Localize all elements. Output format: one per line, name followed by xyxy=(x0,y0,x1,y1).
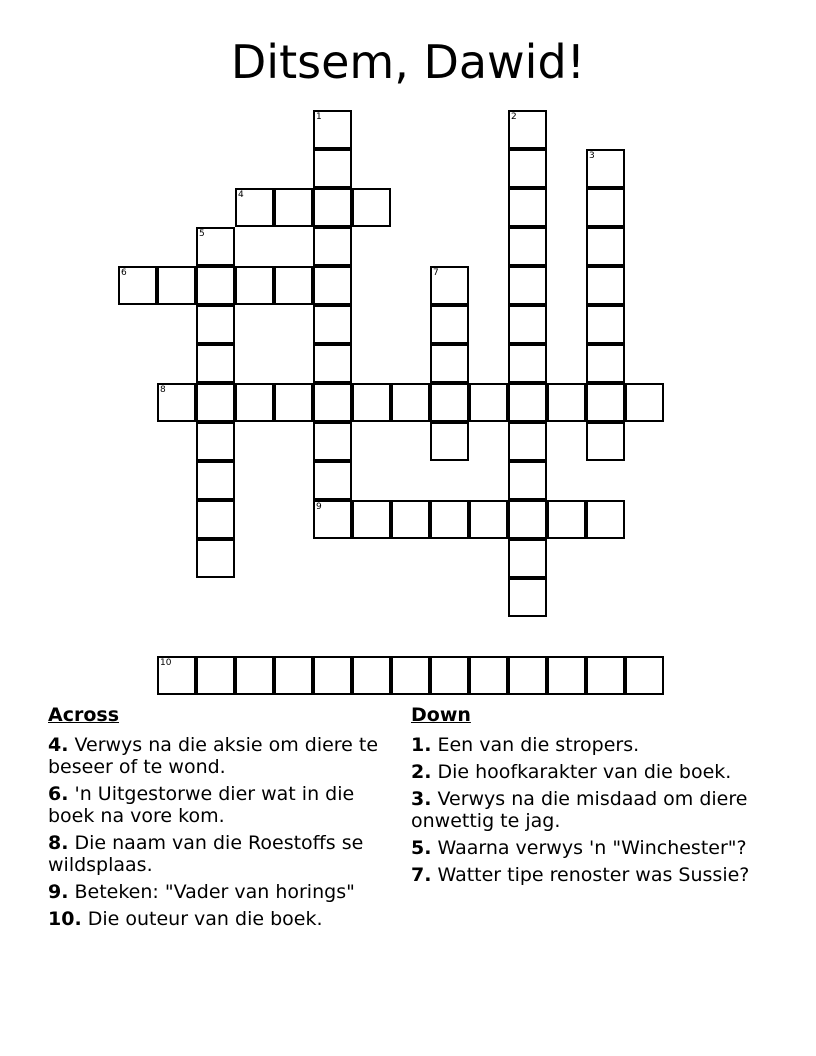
clue-number: 7 xyxy=(433,268,439,278)
grid-cell[interactable] xyxy=(196,422,235,461)
clue-text: Verwys na die misdaad om diere onwettig te jag. xyxy=(411,788,748,832)
clue-text: 'n Uitgestorwe dier wat in die boek na vore kom. xyxy=(48,783,355,827)
clue-number: 2 xyxy=(511,112,517,122)
grid-cell[interactable] xyxy=(157,383,196,422)
grid-cell[interactable] xyxy=(586,500,625,539)
grid-cell[interactable] xyxy=(430,383,469,422)
grid-cell[interactable] xyxy=(313,149,352,188)
across-clues xyxy=(48,702,388,935)
grid-cell[interactable] xyxy=(274,266,313,305)
grid-cell[interactable] xyxy=(508,188,547,227)
grid-cell[interactable] xyxy=(118,266,157,305)
clue-number-label: 3. xyxy=(411,788,432,810)
grid-cell[interactable] xyxy=(313,656,352,695)
clue-text: Die outeur van die boek. xyxy=(81,908,323,930)
grid-cell[interactable] xyxy=(313,500,352,539)
grid-cell[interactable] xyxy=(157,266,196,305)
clue-text: Watter tipe renoster was Sussie? xyxy=(431,864,750,886)
grid-cell[interactable] xyxy=(235,383,274,422)
puzzle-title: Ditsem, Dawid! xyxy=(230,35,586,89)
across-clue xyxy=(48,832,388,876)
grid-cell[interactable] xyxy=(508,578,547,617)
clue-text: Verwys na die aksie om diere te beseer of te wond. xyxy=(48,734,379,778)
grid-cell[interactable] xyxy=(547,656,586,695)
down-clues xyxy=(411,702,751,891)
down-clue-list xyxy=(411,734,751,886)
grid-cell[interactable] xyxy=(586,188,625,227)
grid-cell[interactable] xyxy=(352,500,391,539)
grid-cell[interactable] xyxy=(586,305,625,344)
down-clue xyxy=(411,761,751,783)
grid-cell[interactable] xyxy=(352,188,391,227)
grid-cell[interactable] xyxy=(469,500,508,539)
grid-cell[interactable] xyxy=(586,656,625,695)
grid-cell[interactable] xyxy=(430,266,469,305)
clue-number-label: 4. xyxy=(48,734,69,756)
grid-cell[interactable] xyxy=(196,539,235,578)
grid-cell[interactable] xyxy=(196,461,235,500)
grid-cell[interactable] xyxy=(352,383,391,422)
grid-cell[interactable] xyxy=(508,149,547,188)
grid-cell[interactable] xyxy=(391,383,430,422)
clue-number-label: 7. xyxy=(411,864,432,886)
grid-cell[interactable] xyxy=(508,383,547,422)
grid-cell[interactable] xyxy=(430,422,469,461)
clue-number-label: 8. xyxy=(48,832,69,854)
grid-cell[interactable] xyxy=(508,305,547,344)
clue-number: 9 xyxy=(316,502,322,512)
grid-cell[interactable] xyxy=(313,344,352,383)
clue-number: 10 xyxy=(160,658,172,668)
clue-number-label: 1. xyxy=(411,734,432,756)
clue-number-label: 2. xyxy=(411,761,432,783)
grid-cell[interactable] xyxy=(430,305,469,344)
grid-cell[interactable] xyxy=(625,383,664,422)
clue-text: Beteken: "Vader van horings" xyxy=(68,881,355,903)
grid-cell[interactable] xyxy=(196,344,235,383)
grid-cell[interactable] xyxy=(313,227,352,266)
grid-cell[interactable] xyxy=(508,344,547,383)
grid-cell[interactable] xyxy=(352,656,391,695)
grid-cell[interactable] xyxy=(508,461,547,500)
grid-cell[interactable] xyxy=(430,344,469,383)
grid-cell[interactable] xyxy=(313,266,352,305)
grid-cell[interactable] xyxy=(274,188,313,227)
grid-cell[interactable] xyxy=(157,656,196,695)
grid-cell[interactable] xyxy=(196,656,235,695)
grid-cell[interactable] xyxy=(196,500,235,539)
grid-cell[interactable] xyxy=(196,266,235,305)
clue-number-label: 6. xyxy=(48,783,69,805)
across-clue xyxy=(48,734,388,778)
grid-cell[interactable] xyxy=(313,188,352,227)
across-heading: Across xyxy=(48,704,120,726)
grid-cell[interactable] xyxy=(547,383,586,422)
clue-number: 8 xyxy=(160,385,166,395)
grid-cell[interactable] xyxy=(196,383,235,422)
clue-number-label: 9. xyxy=(48,881,69,903)
grid-cell[interactable] xyxy=(586,344,625,383)
grid-cell[interactable] xyxy=(508,422,547,461)
grid-cell[interactable] xyxy=(586,422,625,461)
clue-number: 1 xyxy=(316,112,322,122)
grid-cell[interactable] xyxy=(508,656,547,695)
grid-cell[interactable] xyxy=(313,305,352,344)
grid-cell[interactable] xyxy=(508,227,547,266)
clue-number: 3 xyxy=(589,151,595,161)
grid-cell[interactable] xyxy=(430,500,469,539)
grid-cell[interactable] xyxy=(391,500,430,539)
across-clue xyxy=(48,908,388,930)
grid-cell[interactable] xyxy=(508,500,547,539)
grid-cell[interactable] xyxy=(508,539,547,578)
across-clue xyxy=(48,783,388,827)
clue-number: 6 xyxy=(121,268,127,278)
grid-cell[interactable] xyxy=(586,266,625,305)
clue-text: Die hoofkarakter van die boek. xyxy=(431,761,732,783)
grid-cell[interactable] xyxy=(196,305,235,344)
clue-number: 4 xyxy=(238,190,244,200)
down-heading: Down xyxy=(411,704,471,726)
grid-cell[interactable] xyxy=(196,227,235,266)
down-clue xyxy=(411,837,751,859)
grid-cell[interactable] xyxy=(313,110,352,149)
clue-text: Een van die stropers. xyxy=(431,734,640,756)
grid-cell[interactable] xyxy=(235,188,274,227)
clue-number-label: 5. xyxy=(411,837,432,859)
down-clue xyxy=(411,734,751,756)
grid-cell[interactable] xyxy=(586,383,625,422)
grid-cell[interactable] xyxy=(469,656,508,695)
clue-number: 5 xyxy=(199,229,205,239)
down-clue xyxy=(411,788,751,832)
grid-cell[interactable] xyxy=(391,656,430,695)
grid-cell[interactable] xyxy=(508,266,547,305)
across-clue-list xyxy=(48,734,388,930)
grid-cell[interactable] xyxy=(469,383,508,422)
grid-cell[interactable] xyxy=(430,656,469,695)
grid-cell[interactable] xyxy=(586,149,625,188)
grid-cell[interactable] xyxy=(313,461,352,500)
grid-cell[interactable] xyxy=(547,500,586,539)
clue-text: Die naam van die Roestoffs se wildsplaas. xyxy=(48,832,364,876)
grid-cell[interactable] xyxy=(625,656,664,695)
grid-cell[interactable] xyxy=(586,227,625,266)
grid-cell[interactable] xyxy=(313,383,352,422)
grid-cell[interactable] xyxy=(508,110,547,149)
grid-cell[interactable] xyxy=(235,266,274,305)
clue-text: Waarna verwys 'n "Winchester"? xyxy=(431,837,747,859)
grid-cell[interactable] xyxy=(274,383,313,422)
down-clue xyxy=(411,864,751,886)
grid-cell[interactable] xyxy=(313,422,352,461)
grid-cell[interactable] xyxy=(274,656,313,695)
grid-cell[interactable] xyxy=(235,656,274,695)
clue-number-label: 10. xyxy=(48,908,82,930)
across-clue xyxy=(48,881,388,903)
